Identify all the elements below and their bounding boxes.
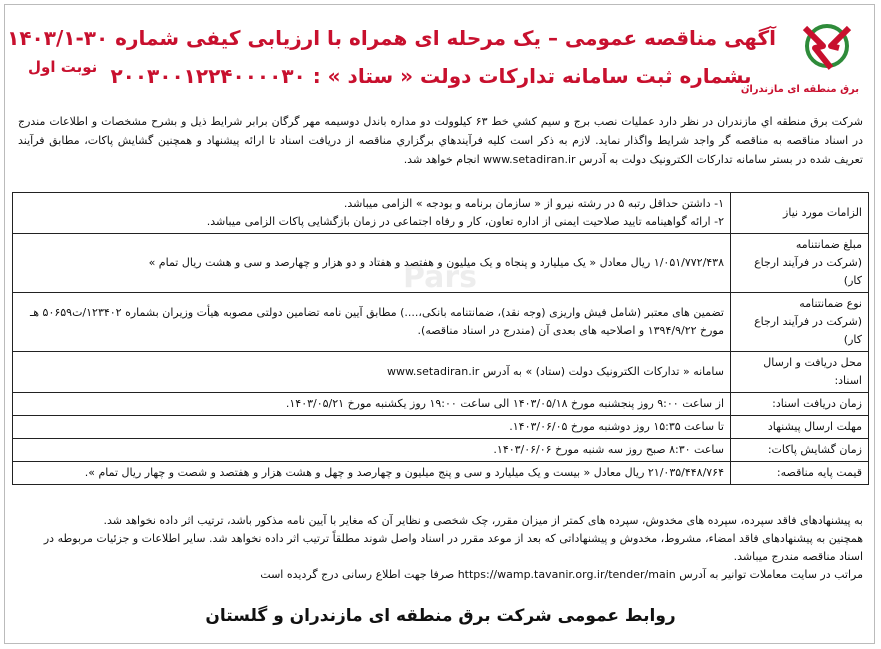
header [7, 16, 871, 106]
row-label: مبلغ ضمانتنامه (شرکت در فرآیند ارجاع کار) [731, 234, 869, 293]
footer-note-1: به پیشنهادهای فاقد سپرده، سپرده های مخدوش، سپرده های کمتر از میزان مقرر، چک شخصی و نظایر آن که مغایر با آیین نامه مذکور باشد، ترتیب اثر داده نخواهد شد. [103, 514, 863, 527]
row-label: مهلت ارسال پیشنهاد [731, 416, 869, 439]
company-logo [740, 18, 859, 102]
table-row [13, 462, 869, 485]
row-value: از ساعت ۹:۰۰ روز پنجشنبه مورخ ۱۴۰۳/۰۵/۱۸ الی ساعت ۱۹:۰۰ روز یکشنبه مورخ ۱۴۰۳/۰۵/۲۱. [13, 393, 731, 416]
footer-note-2: همچنین به پیشنهادهای فاقد امضاء، مشروط، مخدوش و پیشنهاداتی که بعد از موعد مقرر در اسناد واصل شوند مطلقاً ترتیب اثر داده نخواهد شد. سایر اطلاعات و جزئیات مربوطه در اسناد مناقصه مندرج میباشد. [43, 532, 863, 563]
row-label: قیمت پایه مناقصه: [731, 462, 869, 485]
row-value: ساعت ۸:۳۰ صبح روز سه شنبه مورخ ۱۴۰۳/۰۶/۰۶. [13, 439, 731, 462]
row-value: ۱/۰۵۱/۷۷۲/۴۳۸ ریال معادل « یک میلیارد و پنجاه و یک میلیون و هفتصد و هفتاد و دو هزار و چهارصد و سی و هشت ریال تمام » [13, 234, 731, 293]
table-row [13, 416, 869, 439]
row-label: زمان گشایش پاکات: [731, 439, 869, 462]
lightning-logo-icon [797, 18, 857, 80]
row-label: محل دریافت و ارسال اسناد: [731, 352, 869, 393]
row-value: تا ساعت ۱۵:۳۵ روز دوشنبه مورخ ۱۴۰۳/۰۶/۰۵. [13, 416, 731, 439]
registration-number: بشماره ثبت سامانه تدارکات دولت « ستاد » : ۲۰۰۳۰۰۱۲۲۴۰۰۰۰۳۰ [110, 64, 752, 88]
table-row [13, 352, 869, 393]
logo-caption: برق منطقه ای مازندران [740, 84, 859, 95]
signature: روابط عمومی شرکت برق منطقه ای مازندران و گلستان [205, 606, 676, 626]
table-row [13, 393, 869, 416]
table-row [13, 293, 869, 352]
turn-label: نوبت اول [28, 58, 98, 76]
row-value: تضمین های معتبر (شامل فیش واریزی (وجه نقد)، ضمانتنامه بانکی،....) مطابق آیین نامه تضامین دولتی مصوبه هیأت وزیران بشماره ۱۲۳۴۰۲/ت۵۰۶۵۹ هـ مورخ ۱۳۹۴/۹/۲۲ و اصلاحیه های بعدی آن (مندرج در اسناد مناقصه). [13, 293, 731, 352]
watermark: Pars [402, 260, 478, 295]
row-value: سامانه « تدارکات الکترونیک دولت (ستاد) » به آدرس www.setadiran.ir [13, 352, 731, 393]
row-value: ۱- داشتن حداقل رتبه ۵ در رشته نیرو از « سازمان برنامه و بودجه » الزامی میباشد. ۲- ارائه گواهینامه تایید صلاحیت ایمنی از اداره تعاون، کار و رفاه اجتماعی در زمان بازگشایی پاکات الزامی میباشد. [13, 193, 731, 234]
table-row [13, 234, 869, 293]
intro-paragraph: شرکت برق منطقه اي مازندران در نظر دارد عمليات نصب برج و سيم کشي خط ۶۳ کيلوولت دو مداره باندل دوسيمه مهر گرگان برابر شرايط ذيل و بشرح مشخصات و اطلاعات مندرج در اسناد مناقصه به مناقصه گر واجد شرايط واگذار نمايد. لازم به ذکر است کليه فرآيندهاي برگزاري مناقصه از دريافت اسناد تا ارائه پيشنهاد و همچنين گشايش پاکات، مطابق فرآيند تعريف شده در بستر سامانه تدارکات الکترونيک دولت به آدرس www.setadiran.ir انجام خواهد شد. [18, 115, 863, 166]
row-value: ۲۱/۰۳۵/۴۴۸/۷۶۴ ریال معادل « بیست و یک میلیارد و سی و پنج میلیون و چهارصد و چهل و هشت هزار و هفتصد و شصت و چهار ریال تمام ». [13, 462, 731, 485]
row-label: الزامات مورد نیاز [731, 193, 869, 234]
notice-title: آگهی مناقصه عمومی – یک مرحله ای همراه با ارزیابی کیفی شماره ۳۰-۱۴۰۳/۱ [7, 26, 776, 50]
tender-info-table [12, 192, 869, 485]
footer-notes [18, 512, 863, 584]
footer-note-3: مراتب در سایت معاملات توانیر به آدرس https://wamp.tavanir.org.ir/tender/main صرفا جهت اطلاع رسانی درج گردیده است [260, 568, 863, 581]
row-label: زمان دریافت اسناد: [731, 393, 869, 416]
table-row [13, 193, 869, 234]
table-row [13, 439, 869, 462]
row-label: نوع ضمانتنامه (شرکت در فرآیند ارجاع کار) [731, 293, 869, 352]
